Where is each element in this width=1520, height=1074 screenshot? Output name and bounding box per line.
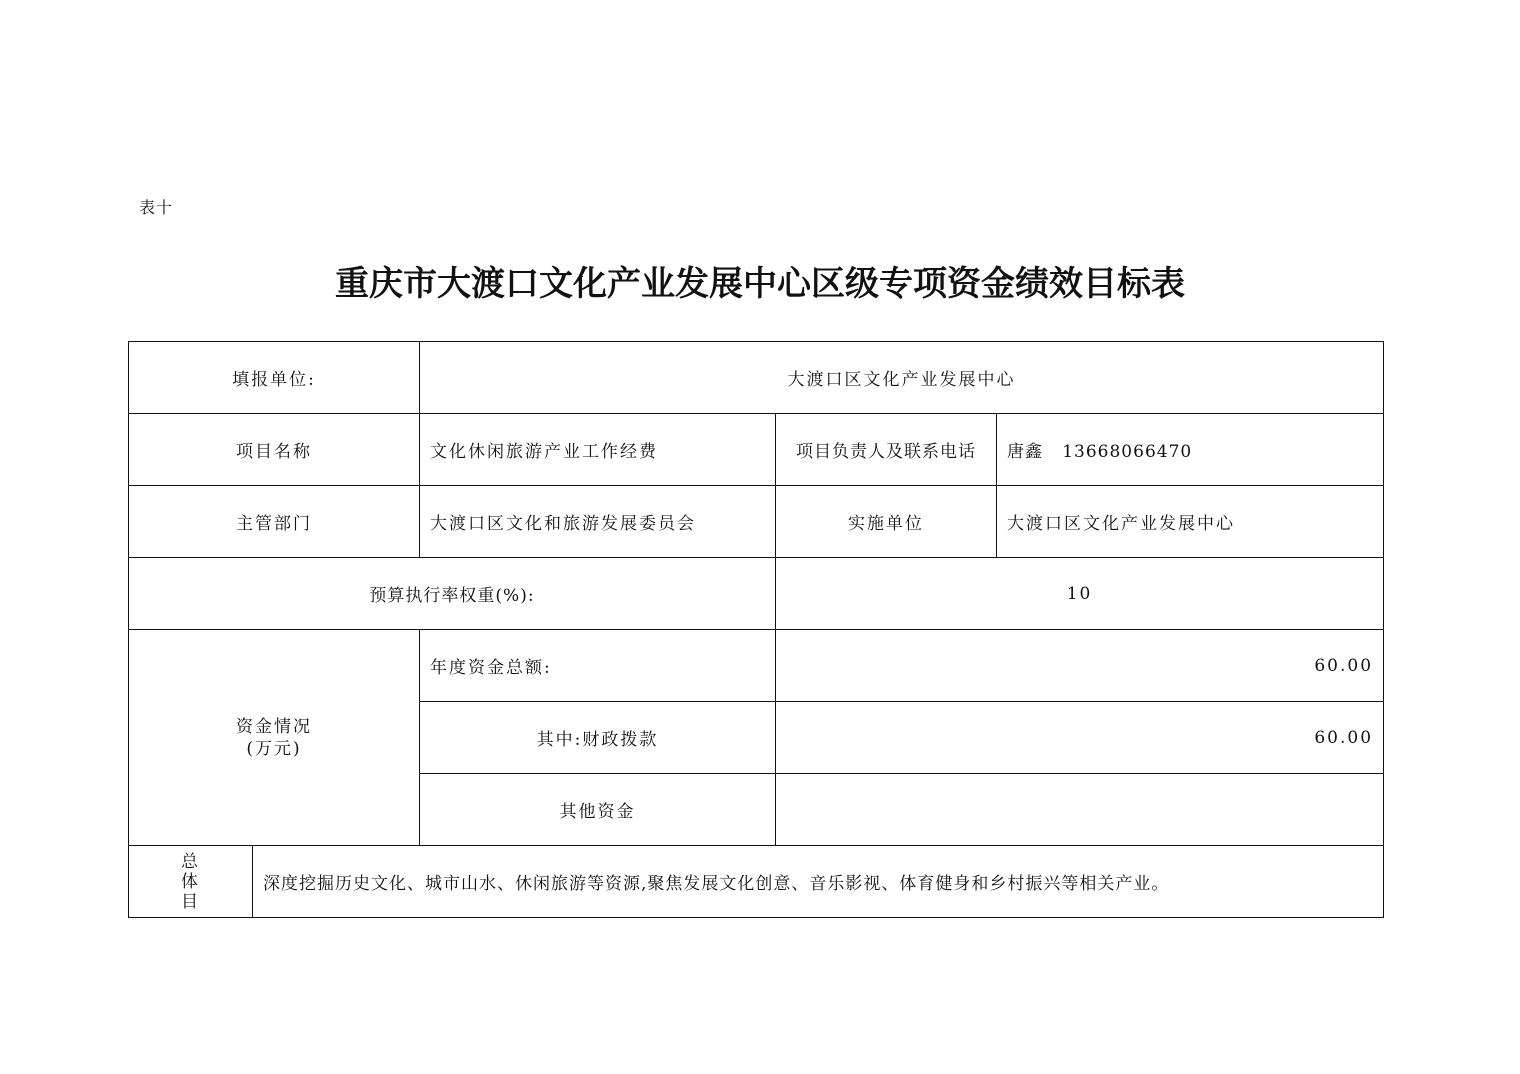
- goal-label: [129, 846, 253, 918]
- leader-value: 唐鑫 13668066470: [997, 414, 1384, 486]
- table-number: 表十: [139, 198, 174, 217]
- goal-label-char: 体: [181, 871, 200, 892]
- table-row: [129, 342, 1384, 414]
- impl-label: 实施单位: [776, 486, 997, 558]
- unit-label: 填报单位:: [129, 342, 420, 414]
- table-row: [129, 846, 1384, 918]
- table-row: [129, 630, 1384, 702]
- dept-label: 主管部门: [129, 486, 420, 558]
- project-name-value: 文化休闲旅游产业工作经费: [420, 414, 776, 486]
- leader-label: 项目负责人及联系电话: [776, 414, 997, 486]
- other-label: 其他资金: [420, 774, 776, 846]
- annual-total-label: 年度资金总额:: [420, 630, 776, 702]
- annual-total-value: 60.00: [776, 630, 1384, 702]
- fiscal-value: 60.00: [776, 702, 1384, 774]
- budget-weight-value: 10: [776, 558, 1384, 630]
- goal-value: 深度挖掘历史文化、城市山水、休闲旅游等资源,聚焦发展文化创意、音乐影视、体育健身和乡村振兴等相关产业。: [253, 846, 1384, 918]
- unit-value: 大渡口区文化产业发展中心: [420, 342, 1384, 414]
- table-row: [129, 486, 1384, 558]
- project-name-label: 项目名称: [129, 414, 420, 486]
- funds-label-line1: 资金情况: [236, 716, 312, 737]
- table-row: [129, 558, 1384, 630]
- budget-weight-label: 预算执行率权重(%):: [129, 558, 776, 630]
- impl-value: 大渡口区文化产业发展中心: [997, 486, 1384, 558]
- funds-label: [129, 630, 420, 846]
- dept-value: 大渡口区文化和旅游发展委员会: [420, 486, 776, 558]
- goal-label-char: 目: [181, 891, 200, 912]
- other-value: [776, 774, 1384, 846]
- funds-label-line2: (万元): [246, 738, 302, 759]
- performance-goal-table: [128, 341, 1384, 918]
- document-title: 重庆市大渡口文化产业发展中心区级专项资金绩效目标表: [335, 264, 1185, 304]
- fiscal-label: 其中:财政拨款: [420, 702, 776, 774]
- table-row: [129, 414, 1384, 486]
- goal-label-char: 总: [181, 851, 200, 872]
